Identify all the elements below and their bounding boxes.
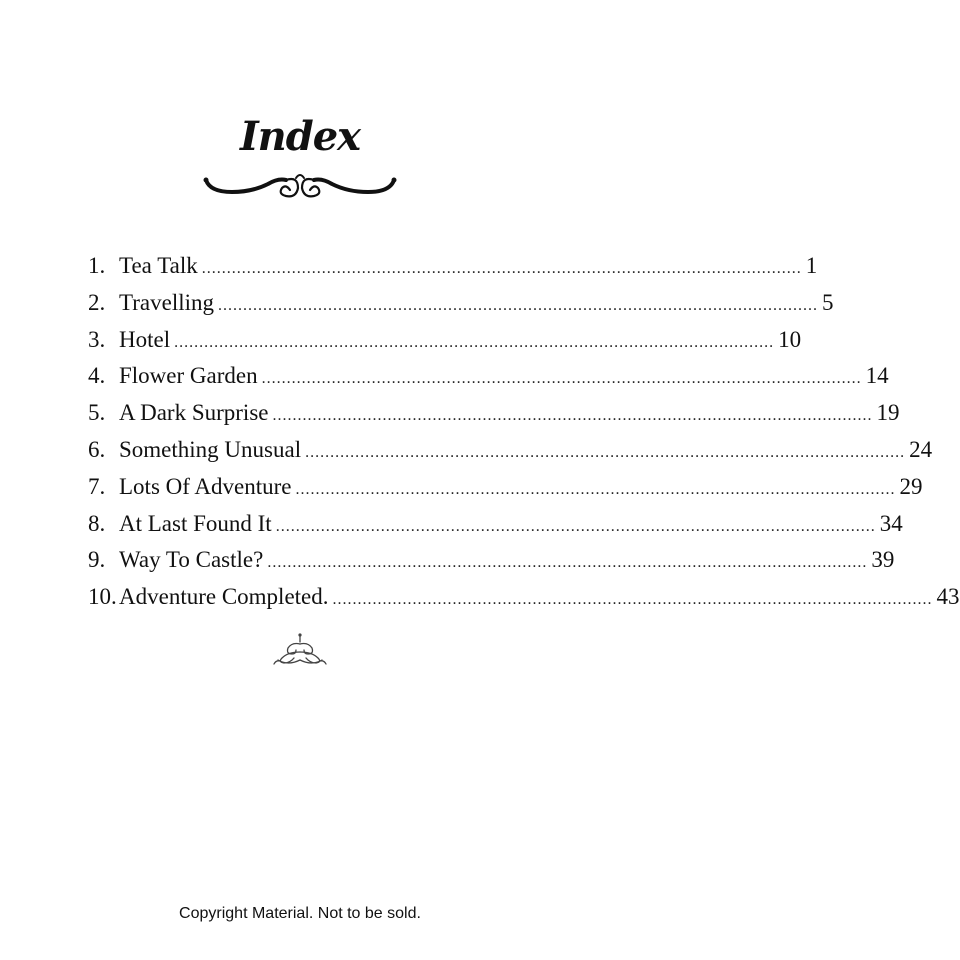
dot-leader: ........................................................................................................................ bbox=[261, 370, 862, 388]
entry-title: At Last Found It bbox=[119, 510, 272, 536]
index-entry[interactable] bbox=[88, 395, 900, 432]
copyright-notice: Copyright Material. Not to be sold. bbox=[179, 905, 421, 922]
dot-leader: ........................................................................................................................ bbox=[174, 333, 775, 351]
entry-title: Hotel bbox=[119, 326, 171, 352]
entry-page-number: 5 bbox=[822, 289, 834, 315]
dot-leader: ........................................................................................................................ bbox=[218, 296, 818, 314]
index-entry[interactable] bbox=[88, 469, 923, 506]
entry-page-number: 19 bbox=[876, 400, 900, 426]
index-entry[interactable] bbox=[88, 322, 802, 359]
dot-leader: ........................................................................................................................ bbox=[201, 260, 802, 277]
page-title: Index bbox=[239, 113, 361, 160]
index-entry[interactable] bbox=[88, 358, 889, 395]
entry-number: 7. bbox=[88, 473, 106, 499]
entry-number: 9. bbox=[88, 547, 106, 573]
index-entry[interactable] bbox=[88, 506, 903, 543]
index-entry[interactable] bbox=[88, 285, 834, 322]
entry-page-number: 29 bbox=[899, 473, 923, 499]
entry-page-number: 10 bbox=[778, 326, 802, 352]
entry-number: 1. bbox=[88, 253, 106, 278]
entry-number: 6. bbox=[88, 436, 106, 462]
entry-title: Flower Garden bbox=[119, 363, 258, 389]
entry-title: A Dark Surprise bbox=[119, 400, 269, 426]
entry-page-number: 43 bbox=[936, 584, 960, 610]
index-entry[interactable] bbox=[88, 248, 818, 285]
dot-leader: ........................................................................................................................ bbox=[332, 591, 933, 609]
ornament-scroll-icon bbox=[272, 630, 328, 670]
entry-title: Tea Talk bbox=[119, 253, 198, 278]
entry-number: 5. bbox=[88, 400, 106, 426]
dot-leader: ........................................................................................................................ bbox=[272, 407, 873, 425]
entry-page-number: 1 bbox=[805, 253, 818, 278]
entry-page-number: 34 bbox=[879, 510, 903, 536]
entry-page-number: 39 bbox=[871, 547, 895, 573]
index-list bbox=[88, 248, 960, 616]
index-entry[interactable] bbox=[88, 432, 933, 469]
ornament-flourish-icon bbox=[202, 168, 398, 206]
entry-title: Adventure Completed. bbox=[119, 584, 329, 610]
entry-number: 8. bbox=[88, 510, 106, 536]
dot-leader: ........................................................................................................................ bbox=[295, 480, 896, 498]
index-entry[interactable] bbox=[88, 579, 960, 616]
entry-page-number: 14 bbox=[865, 363, 889, 389]
entry-title: Lots Of Adventure bbox=[119, 473, 292, 499]
entry-number: 4. bbox=[88, 363, 106, 389]
entry-number: 2. bbox=[88, 289, 106, 315]
dot-leader: ........................................................................................................................ bbox=[275, 517, 876, 535]
entry-page-number: 24 bbox=[909, 436, 933, 462]
dot-leader: ........................................................................................................................ bbox=[305, 443, 906, 461]
entry-title: Way To Castle? bbox=[119, 547, 264, 573]
index-entry[interactable] bbox=[88, 542, 895, 579]
entry-number: 10. bbox=[88, 584, 117, 610]
entry-title: Travelling bbox=[119, 289, 214, 315]
entry-number: 3. bbox=[88, 326, 106, 352]
dot-leader: ........................................................................................................................ bbox=[267, 554, 868, 572]
entry-title: Something Unusual bbox=[119, 436, 302, 462]
